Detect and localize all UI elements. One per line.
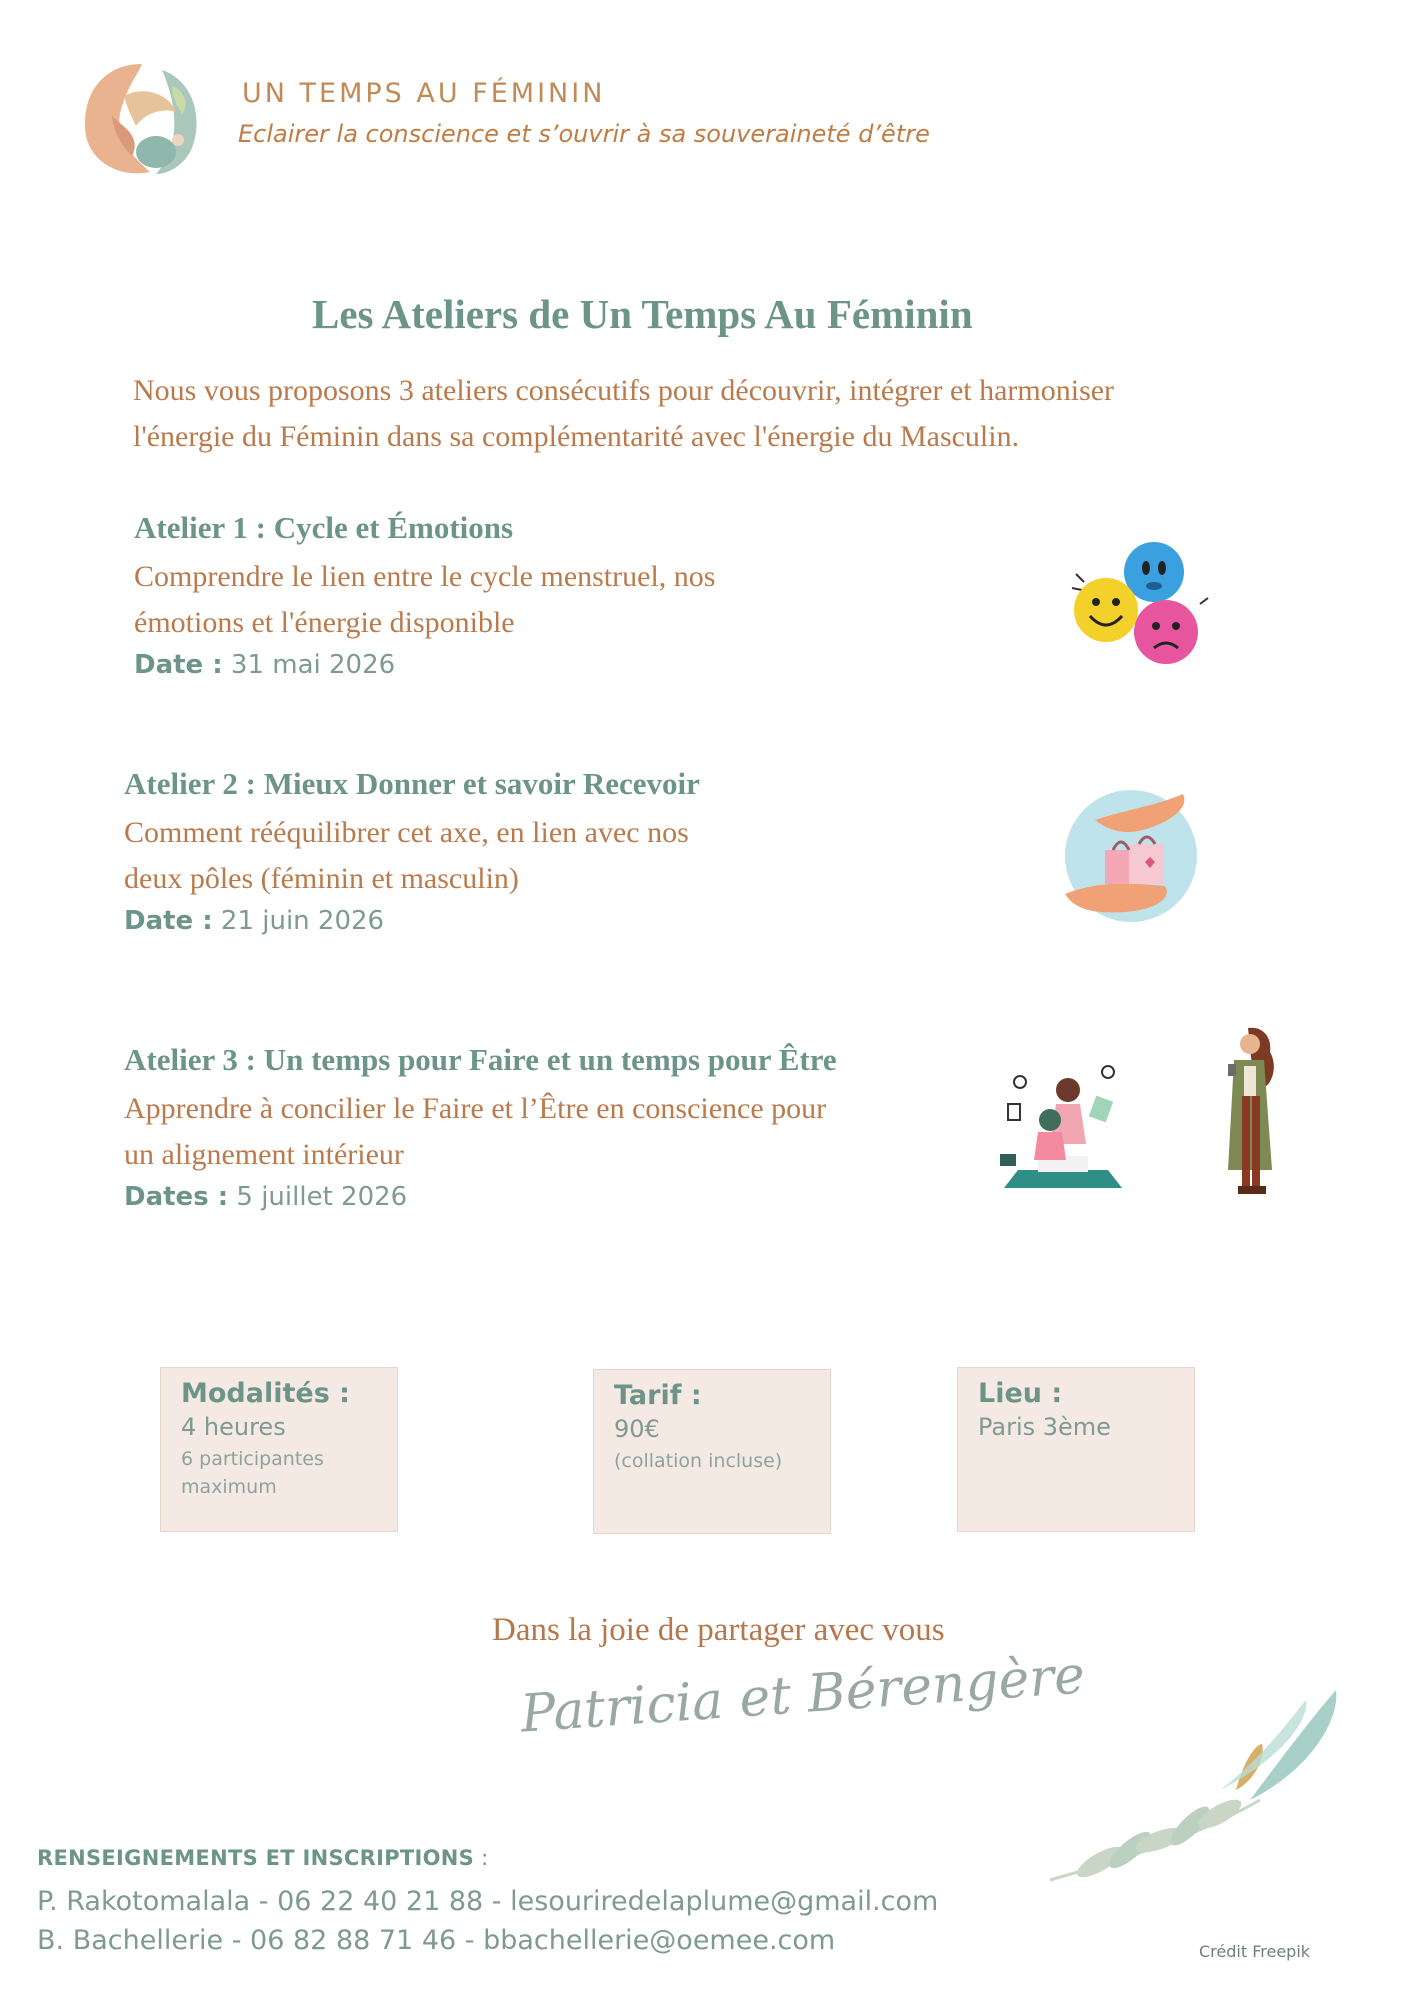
- workshop-desc-line: deux pôles (féminin et masculin): [124, 862, 519, 895]
- participants-line: 6 participantes: [181, 1448, 324, 1470]
- intro-paragraph: [133, 368, 1333, 460]
- workshop-1: [134, 510, 934, 680]
- brand-name: UN TEMPS AU FÉMININ: [242, 78, 606, 109]
- date-value: 21 juin 2026: [220, 906, 385, 936]
- workshop-title: Atelier 3 : Un temps pour Faire et un temps pour Être: [124, 1042, 837, 1077]
- workshop-desc-line: Apprendre à concilier le Faire et l’Être en conscience pour: [124, 1092, 827, 1125]
- modalites-box: [160, 1367, 398, 1532]
- participants: [181, 1445, 377, 1501]
- contact-heading-text: RENSEIGNEMENTS ET INSCRIPTIONS: [37, 1846, 475, 1870]
- page-title: Les Ateliers de Un Temps Au Féminin: [312, 291, 973, 337]
- contact-heading: [37, 1846, 488, 1870]
- workshop-desc-line: Comprendre le lien entre le cycle menstruel, nos: [134, 560, 716, 593]
- box-heading: Lieu :: [978, 1378, 1063, 1409]
- closing-message: Dans la joie de partager avec vous: [492, 1612, 945, 1648]
- workshop-description: [134, 554, 934, 646]
- contact-heading-colon: :: [474, 1846, 489, 1870]
- workshop-desc-line: Comment rééquilibrer cet axe, en lien avec nos: [124, 816, 689, 849]
- date-value: 31 mai 2026: [230, 650, 396, 680]
- emotion-faces-icon: [1070, 538, 1210, 668]
- box-heading: Tarif :: [614, 1380, 702, 1411]
- intro-line: Nous vous proposons 3 ateliers consécutifs pour découvrir, intégrer et harmoniser: [133, 374, 1115, 407]
- workshop-title: Atelier 2 : Mieux Donner et savoir Recevoir: [124, 766, 700, 801]
- multitasking-women-icon: [998, 1060, 1138, 1190]
- workshop-desc-line: un alignement intérieur: [124, 1138, 404, 1171]
- price: 90€: [614, 1415, 660, 1443]
- leaf-branch-icon: [1040, 1680, 1340, 1890]
- box-heading: Modalités :: [181, 1378, 350, 1409]
- workshop-description: [124, 810, 924, 902]
- date-label: Dates :: [124, 1182, 229, 1212]
- tarif-box: [593, 1369, 831, 1534]
- participants-line: maximum: [181, 1476, 277, 1498]
- workshop-desc-line: émotions et l'énergie disponible: [134, 606, 515, 639]
- giving-hands-icon: [1055, 786, 1205, 926]
- image-credit: Crédit Freepik: [1199, 1942, 1311, 1961]
- workshop-3: [124, 1042, 984, 1212]
- workshop-date: [124, 906, 924, 936]
- contact-line: P. Rakotomalala - 06 22 40 21 88 - lesouriredelaplume@gmail.com: [37, 1886, 939, 1917]
- contact-line: B. Bachellerie - 06 82 88 71 46 - bbachellerie@oemee.com: [37, 1925, 836, 1956]
- date-label: Date :: [134, 650, 223, 680]
- workshop-2: [124, 766, 924, 936]
- lieu-box: [957, 1367, 1195, 1532]
- logo-emblem-icon: [72, 56, 212, 182]
- signature: Patricia et Bérengère: [518, 1645, 1087, 1745]
- workshop-date: [134, 650, 934, 680]
- date-value: 5 juillet 2026: [236, 1182, 408, 1212]
- date-label: Date :: [124, 906, 213, 936]
- price-note: (collation incluse): [614, 1450, 783, 1472]
- location: Paris 3ème: [978, 1413, 1111, 1441]
- duration: 4 heures: [181, 1413, 286, 1441]
- workshop-description: [124, 1086, 984, 1178]
- workshop-title: Atelier 1 : Cycle et Émotions: [134, 510, 514, 545]
- tagline: Eclairer la conscience et s’ouvrir à sa souveraineté d’être: [238, 120, 930, 148]
- standing-woman-icon: [1222, 1026, 1282, 1206]
- intro-line: l'énergie du Féminin dans sa complémentarité avec l'énergie du Masculin.: [133, 420, 1020, 453]
- workshop-date: [124, 1182, 984, 1212]
